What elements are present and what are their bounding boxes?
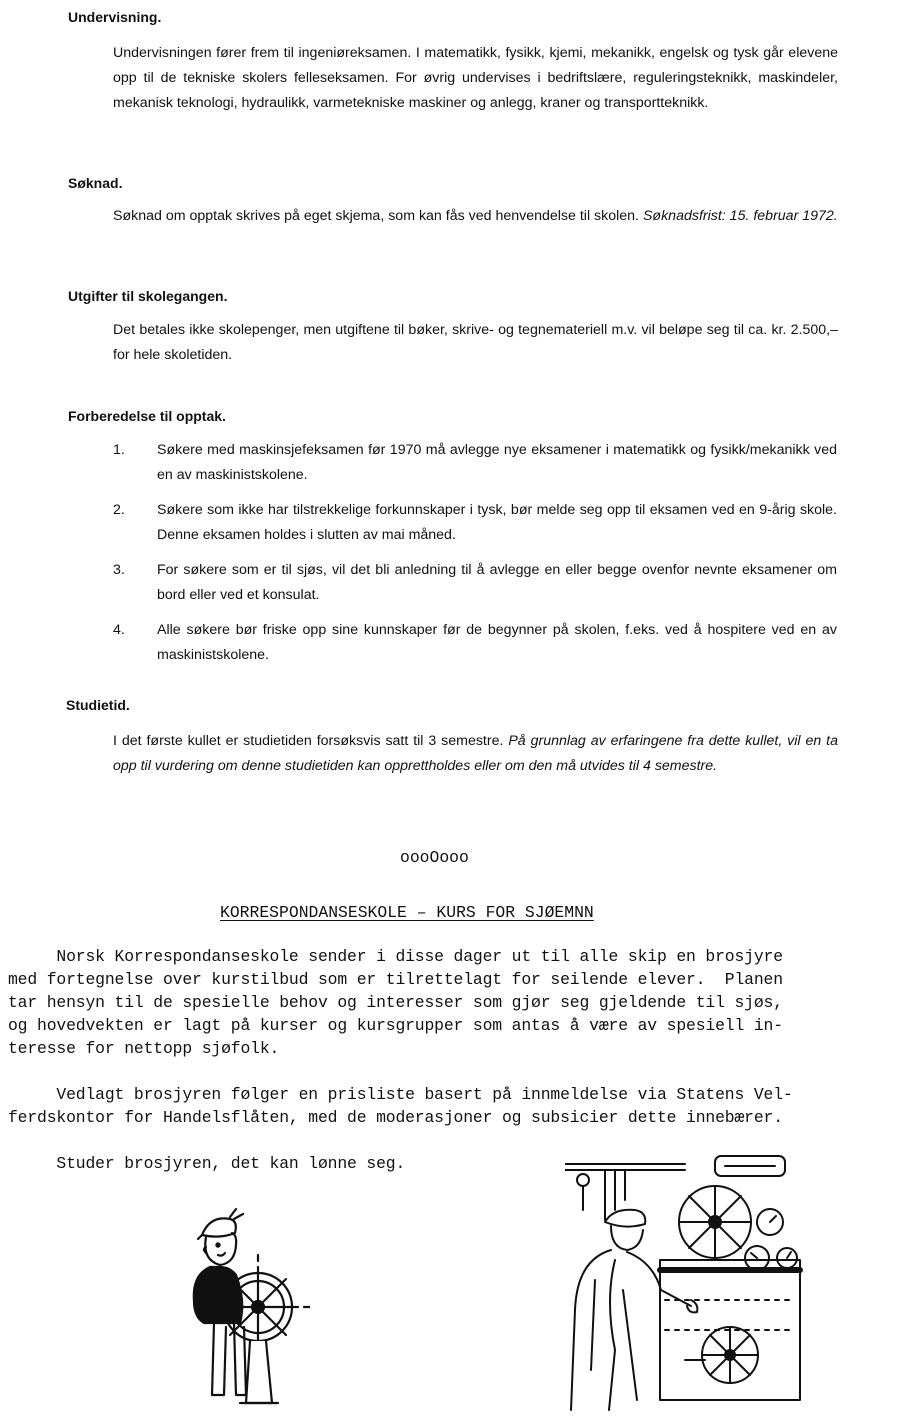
korrespondanse-line: og hovedvekten er lagt på kurser og kursgrupper som antas å være av spesiell in- (8, 1016, 783, 1035)
korrespondanse-line: tar hensyn til de spesielle behov og interesser som gjør seg gjeldende til sjøs, (8, 993, 783, 1012)
korrespondanse-line: ferdskontor for Handelsflåten, med de moderasjoner og subsicier dette innebærer. (8, 1108, 783, 1127)
list-item: Søkere med maskinsjefeksamen før 1970 må avlegge nye eksamener i matematikk og fysikk/mekanikk ved en av maskinistskolene. (157, 442, 837, 483)
heading-studietid: Studietid. (66, 697, 130, 713)
korrespondanse-line: Norsk Korrespondanseskole sender i disse dager ut til alle skip en brosjyre (8, 947, 783, 966)
heading-soknad: Søknad. (68, 175, 123, 191)
heading-forberedelse: Forberedelse til opptak. (68, 408, 226, 424)
soknad-deadline: Søknadsfrist: 15. februar 1972. (642, 208, 838, 224)
studietid-body (113, 729, 838, 779)
korrespondanse-line: med fortegnelse over kurstilbud som er tilrettelagt for seilende elever. Planen (8, 970, 783, 989)
list-item: Søkere som ikke har tilstrekkelige forkunnskaper i tysk, bør melde seg opp til eksamen ved en 9-årig skole. Denne eksamen holdes i slutten av mai måned. (157, 502, 837, 543)
list-item: For søkere som er til sjøs, vil det bli anledning til å avlegge en eller begge ovenfor nevnte eksamener om bord eller ved et konsulat. (157, 562, 837, 603)
korrespondanse-title: KORRESPONDANSESKOLE – KURS FOR SJØEMNN (220, 903, 594, 922)
korrespondanse-line: teresse for nettopp sjøfolk. (8, 1039, 280, 1058)
korrespondanse-line: Vedlagt brosjyren følger en prisliste basert på innmeldelse via Statens Vel- (8, 1085, 793, 1104)
list-item-number: 4. (113, 622, 125, 638)
utgifter-body: Det betales ikke skolepenger, men utgiftene til bøker, skrive- og tegnemateriell m.v. vil beløpe seg til ca. kr. 2.500,– for hele skoletiden. (113, 322, 838, 363)
sailor-at-wheel-icon (180, 1205, 310, 1410)
heading-utgifter: Utgifter til skolegangen. (68, 288, 228, 304)
soknad-body (113, 204, 838, 229)
list-item-number: 2. (113, 502, 125, 518)
studietid-text: I det første kullet er studietiden forsøksvis satt til 3 semestre. (113, 733, 504, 749)
heading-undervisning: Undervisning. (68, 9, 162, 25)
studietid-italic: På grunnlag av erfaringene fra dette kullet, vil en ta opp til vurdering om denne studietiden kan opprettholdes eller om den må utvides til 4 semestre. (113, 733, 838, 774)
soknad-text: Søknad om opptak skrives på eget skjema, som kan fås ved henvendelse til skolen. (113, 208, 639, 224)
undervisning-body: Undervisningen fører frem til ingeniøreksamen. I matematikk, fysikk, kjemi, mekanikk, engelsk og tysk går elevene opp til de tekniske skolers felleseksamen. For øvrig undervises i bedriftslære, reguleringsteknikk, maskindeler, mekanisk teknologi, hydraulikk, varmetekniske maskiner og anlegg, kraner og transportteknikk. (113, 45, 838, 111)
engineer-at-control-panel-icon (565, 1150, 805, 1412)
list-item-number: 3. (113, 562, 125, 578)
separator: oooOooo (400, 848, 469, 867)
list-item: Alle søkere bør friske opp sine kunnskaper før de begynner på skolen, f.eks. ved å hospitere ved en av maskinistskolene. (157, 622, 837, 663)
list-item-number: 1. (113, 442, 125, 458)
korrespondanse-line: Studer brosjyren, det kan lønne seg. (8, 1154, 406, 1173)
